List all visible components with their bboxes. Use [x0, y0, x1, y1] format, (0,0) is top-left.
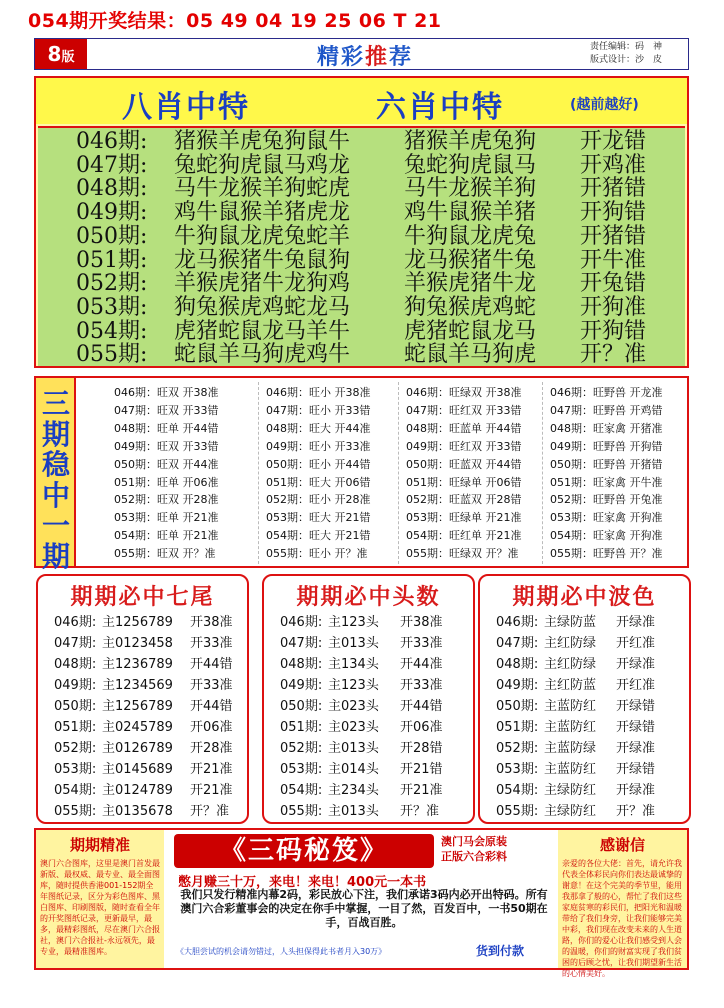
- prediction-pick: 主013头: [328, 804, 379, 819]
- prediction-result: 开28准: [190, 741, 233, 756]
- label-char: 期: [41, 539, 70, 573]
- title-char-4: 荐: [389, 45, 414, 70]
- period-label: 055期:: [54, 804, 97, 819]
- period-label: 049期:: [54, 678, 97, 693]
- three-period-row: 047期：旺双 开33错: [114, 403, 219, 417]
- title-char-1: 精: [316, 45, 341, 70]
- six-zodiac-pick: 鸡牛鼠猴羊猪: [404, 200, 537, 226]
- period-label: 052期:: [76, 271, 148, 297]
- prediction-result: 开21准: [190, 783, 233, 798]
- zodiac-result: 开牛准: [580, 247, 647, 273]
- period-label: 055期:: [496, 804, 539, 819]
- six-zodiac-pick: 牛狗鼠龙虎兔: [404, 223, 537, 249]
- top-banner: [0, 0, 724, 36]
- source-text: [441, 834, 507, 864]
- prediction-box: [262, 574, 475, 824]
- prediction-result: 开44错: [400, 699, 443, 714]
- prediction-result: 开38准: [190, 615, 233, 630]
- designer-credit: 版式设计：沙 皮: [590, 55, 663, 65]
- three-period-row: 046期：旺绿双 开38准: [406, 386, 522, 399]
- zodiac-prediction-panel: [34, 76, 689, 368]
- prediction-result: 开？准: [400, 804, 440, 819]
- three-period-row: 047期：旺野兽 开鸡错: [550, 403, 663, 417]
- period-label: 047期:: [76, 152, 148, 178]
- zodiac-result: 开狗错: [580, 200, 647, 226]
- promo-left-title: 期期精准: [69, 836, 130, 854]
- prediction-result: 开33准: [400, 636, 443, 651]
- prediction-pick: 主0123458: [102, 636, 173, 651]
- prediction-result: 开绿准: [616, 741, 656, 756]
- three-period-row: 054期：旺家禽 开狗准: [550, 529, 663, 543]
- three-period-row: 048期：旺蓝单 开44错: [406, 421, 522, 435]
- eight-zodiac-title: 八肖中特: [122, 90, 250, 125]
- three-period-row: 051期：旺绿单 开06错: [406, 475, 522, 489]
- period-label: 049期:: [280, 678, 323, 693]
- three-period-row: 055期：旺绿双 开？准: [406, 547, 519, 561]
- prediction-result: 开06准: [190, 720, 233, 735]
- three-period-row: 053期：旺绿单 开21准: [406, 511, 522, 525]
- three-period-row: 051期：旺大 开06错: [266, 475, 371, 489]
- three-period-row: 051期：旺家禽 开牛准: [550, 475, 663, 489]
- period-label: 050期:: [496, 699, 539, 714]
- prediction-pick: 主014头: [328, 762, 379, 777]
- label-char: 一: [41, 509, 70, 542]
- period-label: 055期:: [76, 342, 148, 368]
- six-zodiac-pick: 虎猪蛇鼠龙马: [404, 318, 537, 344]
- three-period-row: 052期：旺蓝双 开28错: [406, 493, 522, 507]
- label-char: 稳: [41, 448, 70, 481]
- promo-panel: [34, 828, 689, 978]
- prediction-result: 开44错: [190, 657, 233, 672]
- prediction-result: 开红准: [616, 636, 656, 651]
- period-label: 048期:: [496, 657, 539, 672]
- zodiac-result: 开兔错: [580, 271, 647, 297]
- period-label: 053期:: [54, 762, 97, 777]
- three-period-row: 050期：旺野兽 开猪错: [550, 457, 663, 471]
- period-label: 051期:: [76, 247, 148, 273]
- prediction-result: 开33准: [190, 636, 233, 651]
- period-label: 054期:: [280, 783, 323, 798]
- period-label: 046期:: [54, 615, 97, 630]
- prediction-result: 开21准: [190, 762, 233, 777]
- zodiac-result: 开猪错: [580, 223, 647, 249]
- prediction-pick: 主绿防蓝: [544, 615, 597, 630]
- prediction-pick: 主134头: [328, 657, 379, 672]
- three-period-row: 054期：旺单 开21准: [114, 529, 219, 543]
- period-label: 047期:: [496, 636, 539, 651]
- zodiac-result: 开龙错: [580, 129, 647, 154]
- prediction-pick: 主绿防红: [544, 783, 597, 798]
- prediction-pick: 主蓝防红: [544, 762, 597, 777]
- column-divider: [542, 382, 543, 564]
- draw-result-text: 054期开奖结果：05 49 04 19 25 06 T 21: [28, 10, 442, 32]
- three-period-row: 048期：旺家禽 开猪准: [550, 421, 663, 435]
- prediction-result: 开绿准: [616, 615, 656, 630]
- eight-zodiac-pick: 兔蛇狗虎鼠马鸡龙: [174, 152, 351, 178]
- three-period-row: 055期：旺野兽 开？准: [550, 547, 663, 561]
- three-period-row: 051期：旺单 开06准: [114, 475, 219, 489]
- prediction-pick: 主0245789: [102, 720, 173, 735]
- zodiac-rows: [38, 126, 685, 366]
- prediction-pick: 主0124789: [102, 783, 173, 798]
- three-period-row: 049期：旺双 开33错: [114, 439, 219, 453]
- three-period-row: 050期：旺双 开44准: [114, 457, 219, 471]
- period-label: 048期:: [54, 657, 97, 672]
- promo-center: [166, 830, 556, 968]
- three-period-row: 054期：旺红单 开21准: [406, 529, 522, 543]
- prediction-pick: 主1236789: [102, 657, 173, 672]
- six-zodiac-pick: 羊猴虎猪牛龙: [404, 271, 537, 297]
- page-title: [235, 40, 495, 71]
- edition-suffix: 版: [61, 50, 75, 65]
- prediction-result: 开绿错: [616, 720, 656, 735]
- thanks-letter-title: 感谢信: [599, 836, 645, 854]
- period-label: 053期:: [496, 762, 539, 777]
- prediction-pick: 主234头: [328, 783, 379, 798]
- zodiac-result: 开鸡准: [580, 152, 647, 178]
- eight-zodiac-pick: 龙马猴猪牛兔鼠狗: [174, 247, 351, 273]
- prediction-result: 开21准: [400, 783, 443, 798]
- eight-zodiac-pick: 蛇鼠羊马狗虎鸡牛: [174, 342, 351, 368]
- three-period-row: 053期：旺家禽 开狗准: [550, 511, 663, 525]
- panel-tag: (越前越好): [570, 97, 639, 113]
- six-zodiac-pick: 猪猴羊虎兔狗: [404, 129, 537, 154]
- three-period-row: 048期：旺大 开44准: [266, 421, 371, 435]
- period-label: 054期:: [496, 783, 539, 798]
- prediction-pick: 主0126789: [102, 741, 173, 756]
- prediction-pick: 主0145689: [102, 762, 173, 777]
- prediction-result: 开33准: [400, 678, 443, 693]
- prediction-pick: 主蓝防红: [544, 720, 597, 735]
- prediction-result: 开红准: [616, 678, 656, 693]
- eight-zodiac-pick: 马牛龙猴羊狗蛇虎: [174, 176, 351, 202]
- edition-number: 8: [47, 42, 62, 66]
- eight-zodiac-pick: 虎猪蛇鼠龙马羊牛: [174, 318, 351, 344]
- period-label: 046期:: [76, 129, 148, 154]
- prediction-result: 开绿错: [616, 699, 656, 714]
- period-label: 046期:: [496, 615, 539, 630]
- prediction-pick: 主1256789: [102, 699, 173, 714]
- thanks-letter-box: [558, 830, 687, 978]
- prediction-result: 开绿错: [616, 762, 656, 777]
- period-label: 053期:: [280, 762, 323, 777]
- eight-zodiac-pick: 鸡牛鼠猴羊猪虎龙: [174, 200, 351, 226]
- period-label: 050期:: [280, 699, 323, 714]
- eight-zodiac-pick: 狗兔猴虎鸡蛇龙马: [174, 294, 351, 320]
- three-period-column: [266, 384, 416, 564]
- vertical-label: [36, 378, 76, 573]
- promo-slogan: 憋月赚三十万，来电！来电！400元一本书: [178, 875, 427, 890]
- thanks-letter-body: 亲爱的各位大佬：首先，请允许我代表全体彩民向你们表达最诚挚的谢意！在这个完美的季节里，能用我那拿了般的心，帮忙了我们这些家庭贫寒的彩民们，把阳光和温暖带给了我们身旁，让我们能够完美中彩，我们现在改变未来的人生道路，你们的爱心让我们感受到人会的温暖，你们的财富实现了我们贫困的后顾之忧，让我们期望新生活的心情美好。: [562, 859, 682, 978]
- period-label: 050期:: [76, 223, 148, 249]
- prediction-pick: 主013头: [328, 741, 379, 756]
- period-label: 054期:: [76, 318, 148, 344]
- period-label: 047期:: [280, 636, 323, 651]
- six-zodiac-title: 六肖中特: [376, 90, 504, 125]
- three-period-row: 053期：旺大 开21错: [266, 511, 371, 525]
- period-label: 054期:: [54, 783, 97, 798]
- three-period-row: 052期：旺双 开28准: [114, 493, 219, 507]
- prediction-pick: 主013头: [328, 636, 379, 651]
- label-char: 中: [41, 478, 70, 512]
- prediction-result: 开？准: [616, 804, 656, 819]
- zodiac-result: 开？准: [580, 342, 647, 368]
- prediction-pick: 主1234569: [102, 678, 173, 693]
- prediction-box: [478, 574, 691, 824]
- three-period-row: 048期：旺单 开44错: [114, 421, 219, 435]
- period-label: 055期:: [280, 804, 323, 819]
- credits: [590, 41, 662, 67]
- prediction-pick: 主蓝防红: [544, 699, 597, 714]
- book-brand: 《三码秘笈》: [174, 834, 434, 868]
- prediction-pick: 主1256789: [102, 615, 173, 630]
- column-divider: [258, 382, 259, 564]
- prediction-pick: 主红防绿: [544, 657, 597, 672]
- prediction-result: 开21错: [400, 762, 443, 777]
- prediction-result: 开33准: [190, 678, 233, 693]
- six-zodiac-pick: 兔蛇狗虎鼠马: [404, 152, 537, 178]
- eight-zodiac-pick: 羊猴虎猪牛龙狗鸡: [174, 271, 351, 297]
- period-label: 051期:: [54, 720, 97, 735]
- three-period-column: [114, 384, 264, 564]
- prediction-result: 开06准: [400, 720, 443, 735]
- period-label: 047期:: [54, 636, 97, 651]
- prediction-pick: 主023头: [328, 720, 379, 735]
- column-divider: [398, 382, 399, 564]
- zodiac-result: 开猪错: [580, 176, 647, 202]
- zodiac-panel-header: [36, 78, 687, 124]
- prediction-pick: 主123头: [328, 615, 379, 630]
- page-header: [34, 38, 689, 70]
- three-period-row: 050期：旺小 开44错: [266, 457, 371, 471]
- source-line-2: 正版六合彩料: [441, 850, 507, 863]
- promo-pitch: 我们只发行精准内幕2码，彩民放心下注，我们承诺3码内必开出特码。所有澳门六合彩董事会的决定在你手中掌握，一目了然，百发百中，一书50期在手，百战百胜。: [180, 888, 548, 929]
- period-label: 048期:: [76, 176, 148, 202]
- prediction-result: 开？准: [190, 804, 230, 819]
- cash-on-delivery: 货到付款: [476, 944, 525, 958]
- period-label: 052期:: [280, 741, 323, 756]
- prediction-result: 开绿准: [616, 783, 656, 798]
- eight-zodiac-pick: 牛狗鼠龙虎兔蛇羊: [174, 223, 351, 249]
- three-period-row: 049期：旺小 开33准: [266, 439, 371, 453]
- zodiac-result: 开狗错: [580, 318, 647, 344]
- prediction-box-title: 期期必中七尾: [70, 584, 215, 610]
- three-period-row: 046期：旺小 开38准: [266, 386, 371, 399]
- three-period-row: 049期：旺野兽 开狗错: [550, 439, 663, 453]
- title-char-3: 推: [365, 45, 390, 70]
- prediction-pick: 主123头: [328, 678, 379, 693]
- prediction-result: 开38准: [400, 615, 443, 630]
- period-label: 050期:: [54, 699, 97, 714]
- label-char: 期: [41, 417, 70, 451]
- eight-zodiac-pick: 猪猴羊虎兔狗鼠牛: [174, 129, 351, 154]
- period-label: 049期:: [76, 200, 148, 226]
- prediction-pick: 主0135678: [102, 804, 173, 819]
- three-period-row: 055期：旺双 开？准: [114, 547, 216, 561]
- prediction-box-title: 期期必中波色: [512, 584, 657, 610]
- period-label: 053期:: [76, 294, 148, 320]
- three-period-row: 050期：旺蓝双 开44错: [406, 457, 522, 471]
- prediction-pick: 主023头: [328, 699, 379, 714]
- three-period-row: 047期：旺小 开33错: [266, 403, 371, 417]
- promo-note: 《大胆尝试的机会请勿错过，人头担保得此书者月入30万》: [176, 947, 387, 956]
- three-period-column: [550, 384, 700, 564]
- period-label: 051期:: [280, 720, 323, 735]
- six-zodiac-pick: 马牛龙猴羊狗: [404, 176, 537, 202]
- prediction-box-title: 期期必中头数: [296, 584, 441, 610]
- prediction-pick: 主蓝防绿: [544, 741, 597, 756]
- six-zodiac-pick: 蛇鼠羊马狗虎: [404, 342, 537, 368]
- editor-credit: 责任编辑：码 神: [590, 42, 663, 52]
- period-label: 049期:: [496, 678, 539, 693]
- label-char: 三: [41, 387, 70, 420]
- three-period-row: 047期：旺红双 开33错: [406, 403, 522, 417]
- three-period-panel: [34, 376, 689, 573]
- source-line-1: 澳门马会原装: [441, 835, 507, 848]
- edition-badge: [35, 39, 87, 69]
- three-period-column: [406, 384, 556, 564]
- three-period-row: 046期：旺双 开38准: [114, 386, 219, 399]
- promo-left-body: 澳门六合图库，这里是澳门首发最新版、最权威、最专业、最全面图库，随时提供香港001-152期全年图纸记录，区分为彩色图库、黑白图库、印刷图版，随时查看全年的开奖图纸记录，更新最早，最多，最精彩图纸，尽在澳门六合报社，澳门六合报社-永远领先，最专业，最精准图库。: [40, 859, 160, 956]
- period-label: 051期:: [496, 720, 539, 735]
- three-period-row: 054期：旺大 开21错: [266, 529, 371, 543]
- three-period-row: 046期：旺野兽 开龙准: [550, 386, 663, 399]
- prediction-pick: 主红防绿: [544, 636, 597, 651]
- three-period-row: 055期：旺小 开？准: [266, 547, 368, 561]
- prediction-result: 开44准: [400, 657, 443, 672]
- three-period-row: 052期：旺野兽 开兔准: [550, 493, 663, 507]
- three-period-row: 052期：旺小 开28准: [266, 493, 371, 507]
- three-period-row: 049期：旺红双 开33错: [406, 439, 522, 453]
- period-label: 046期:: [280, 615, 323, 630]
- prediction-pick: 主红防蓝: [544, 678, 597, 693]
- period-label: 048期:: [280, 657, 323, 672]
- prediction-result: 开28错: [400, 741, 443, 756]
- prediction-box: [36, 574, 249, 824]
- promo-left-box: [36, 830, 164, 968]
- period-label: 052期:: [54, 741, 97, 756]
- three-period-row: 053期：旺单 开21准: [114, 511, 219, 525]
- prediction-pick: 主绿防红: [544, 804, 597, 819]
- title-char-2: 彩: [340, 45, 365, 70]
- period-label: 052期:: [496, 741, 539, 756]
- prediction-result: 开绿准: [616, 657, 656, 672]
- six-zodiac-pick: 龙马猴猪牛兔: [404, 247, 537, 273]
- prediction-result: 开44错: [190, 699, 233, 714]
- six-zodiac-pick: 狗兔猴虎鸡蛇: [404, 294, 537, 320]
- zodiac-result: 开狗准: [580, 294, 647, 320]
